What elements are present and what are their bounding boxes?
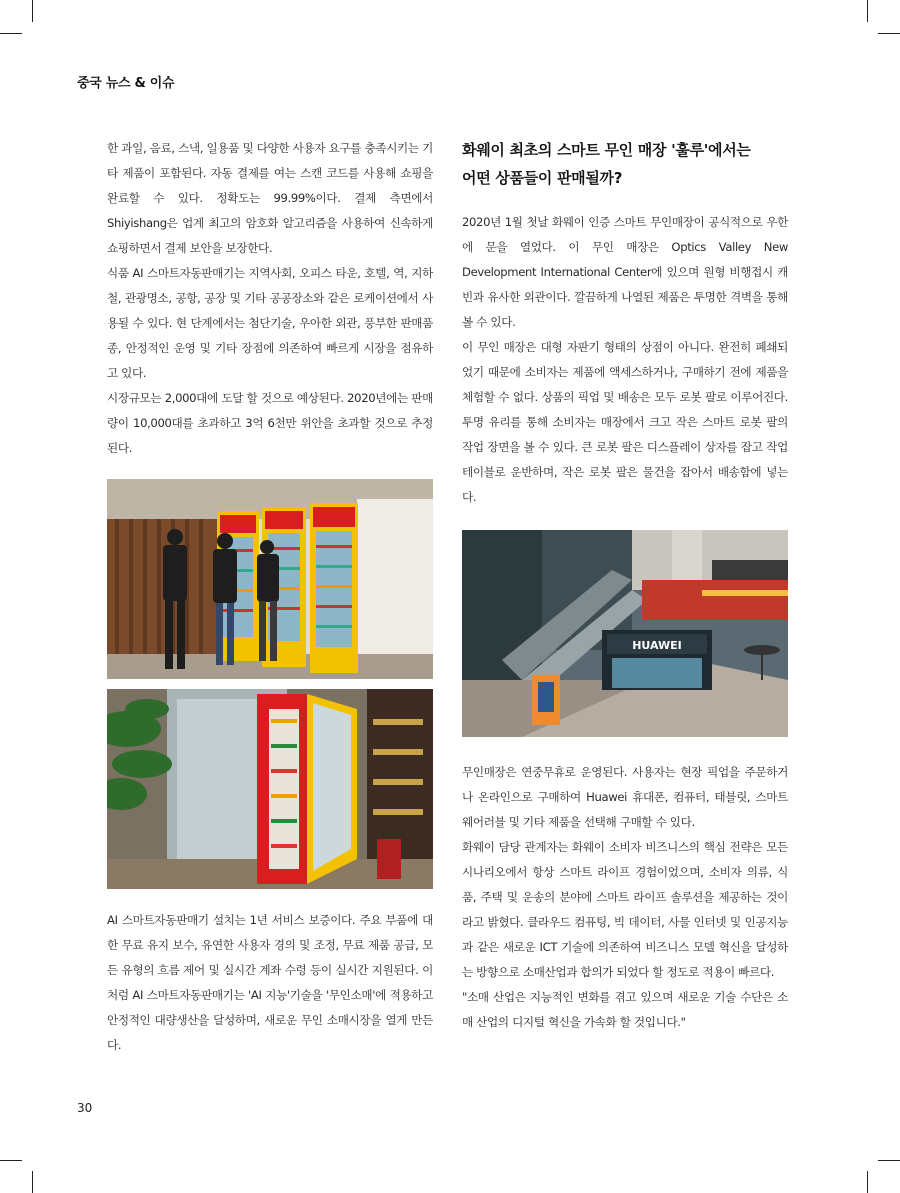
huawei-store-photo [462,530,788,737]
right-column-top-text [462,210,788,510]
crop-mark-bottom-right-vertical [867,1171,868,1193]
right-paragraph-3: 무인매장은 연중무휴로 운영된다. 사용자는 현장 픽업을 주문하거나 온라인으로 구매하여 Huawei 휴대폰, 컴퓨터, 태블릿, 스마트 웨어러블 및 기타 제품을 선택해 구매할 수 있다. [462,765,788,829]
left-paragraph-1: 한 과일, 음료, 스낵, 일용품 및 다양한 사용자 요구를 충족시키는 기타 제품이 포함된다. 자동 결제를 여는 스캔 코드를 사용해 쇼핑을 완료할 수 있다. 정확도는 99.99%이다. 결제 측면에서 Shiyishang은 업계 최고의 암호화 알고리즘을 사용하여 신속하게 쇼핑하면서 결제 보안을 보장한다. [107,141,433,255]
article-headline [462,136,792,192]
left-column-bottom-text [107,908,433,1058]
crop-mark-top-right-horizontal [878,33,900,34]
crop-mark-bottom-left-vertical [32,1171,33,1193]
right-paragraph-2: 이 무인 매장은 대형 자판기 형태의 상점이 아니다. 완전히 폐쇄되었기 때문에 소비자는 제품에 액세스하거나, 구매하기 전에 제품을 체험할 수 없다. 상품의 픽업 및 배송은 모두 로봇 팔로 이루어진다. 투명 유리를 통해 소비자는 매장에서 크고 작은 스마트 로봇 팔의 작업 장면을 볼 수 있다. 큰 로봇 팔은 디스플레이 상자를 잡고 작업 테이블로 운반하며, 작은 로봇 팔은 물건을 잡아서 배송함에 넣는다. [462,340,788,504]
right-column-bottom-text [462,760,788,1035]
right-paragraph-4: 화웨이 담당 관계자는 화웨이 소비자 비즈니스의 핵심 전략은 모든 시나리오에서 항상 스마트 라이프 경험이었으며, 소비자 의류, 식품, 주택 및 운송의 분야에 스마트 라이프 솔루션을 제공하는 것이라고 밝혔다. 클라우드 컴퓨팅, 빅 데이터, 사물 인터넷 및 인공지능과 같은 새로운 ICT 기술에 의존하여 비즈니스 모델 혁신을 달성하는 방향으로 소매산업과 합의가 되었다 할 정도로 적용이 빠르다. [462,840,788,979]
left-paragraph-4: AI 스마트자동판매기 설치는 1년 서비스 보증이다. 주요 부품에 대한 무료 유지 보수, 유연한 사용자 경의 및 조정, 무료 제품 공급, 모든 유형의 흐름 제어 및 실시간 계좌 수령 등이 실시간 지원된다. 이처럼 AI 스마트자동판매기는 'AI 지능'기술을 '무인소매'에 적용하고 안정적인 대량생산을 달성하며, 새로운 무인 소매시장을 열게 만든다. [107,913,433,1052]
crop-mark-top-left-horizontal [0,33,22,34]
open-vending-machine-photo [107,689,433,889]
left-paragraph-3: 시장규모는 2,000대에 도달 할 것으로 예상된다. 2020년에는 판매량이 10,000대를 초과하고 3억 6천만 위안을 초과할 것으로 추정된다. [107,391,433,455]
right-paragraph-5: "소매 산업은 지능적인 변화를 겪고 있으며 새로운 기술 수단은 소매 산업의 디지털 혁신을 가속화 할 것입니다." [462,990,788,1029]
headline-line-1: 화웨이 최초의 스마트 무인 매장 '훌루'에서는 [462,141,751,159]
page-number: 30 [77,1101,93,1115]
left-column-top-text [107,136,433,461]
crop-mark-bottom-left-horizontal [0,1160,22,1161]
crop-mark-top-left-vertical [32,0,33,22]
section-title: 중국 뉴스 & 이슈 [77,76,175,91]
crop-mark-top-right-vertical [867,0,868,22]
headline-line-2: 어떤 상품들이 판매될까? [462,169,623,187]
crop-mark-bottom-right-horizontal [878,1160,900,1161]
vending-machines-photo [107,479,433,679]
huawei-store-sign: HUAWEI [632,639,682,652]
left-paragraph-2: 식품 AI 스마트자동판매기는 지역사회, 오피스 타운, 호텔, 역, 지하철, 관광명소, 공항, 공장 및 기타 공공장소와 같은 로케이션에서 사용될 수 있다. 현 단계에서는 첨단기술, 우아한 외관, 풍부한 판매품종, 안정적인 운영 및 기타 장점에 의존하여 빠르게 시장을 점유하고 있다. [107,266,433,380]
right-paragraph-1: 2020년 1월 첫날 화웨이 인증 스마트 무인매장이 공식적으로 우한에 문을 열었다. 이 무인 매장은 Optics Valley New Development International Center에 있으며 원형 비행접시 캐빈과 유사한 외관이다. 깔끔하게 나열된 제품은 투명한 격벽을 통해 볼 수 있다. [462,215,788,329]
